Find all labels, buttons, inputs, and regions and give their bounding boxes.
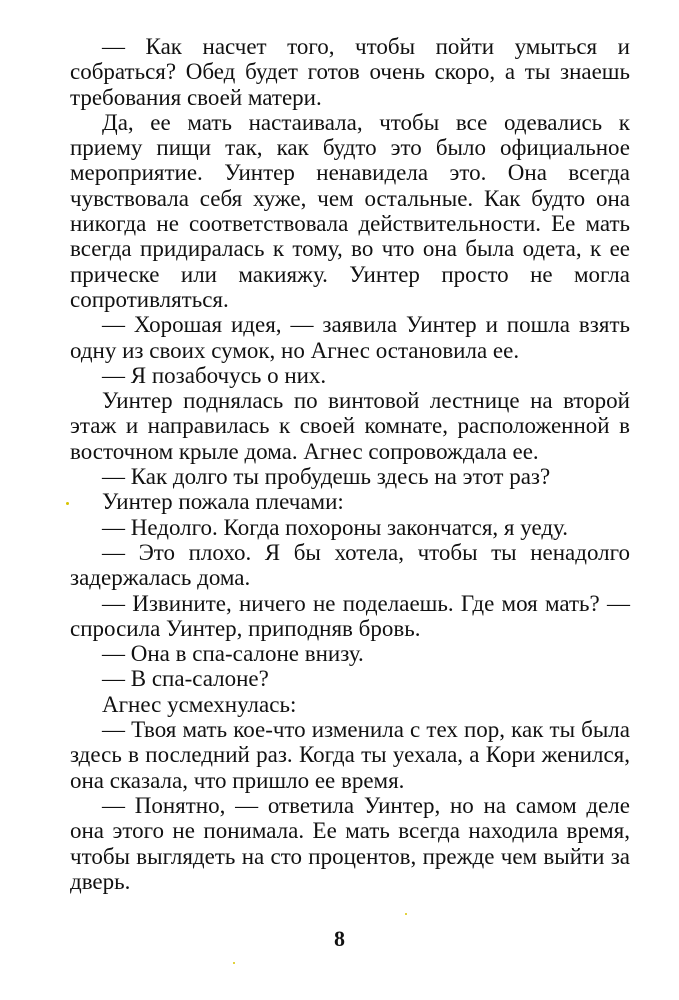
scan-speck [405, 913, 407, 915]
paragraph: — Как насчет того, чтобы пойти умыться и собраться? Обед будет готов очень скоро, а ты знаешь требования своей матери. [70, 34, 630, 110]
scan-speck [233, 962, 235, 964]
paragraph: — Она в спа-салоне внизу. [102, 641, 364, 667]
paragraph: — Хорошая идея, — заявила Уинтер и пошла взять одну из своих сумок, но Агнес остановила ее. [70, 312, 630, 363]
paragraph: — Недолго. Когда похороны закончатся, я уеду. [102, 514, 569, 540]
paragraph: Уинтер пожала плечами: [102, 489, 344, 515]
paragraph: — Это плохо. Я бы хотела, чтобы ты ненадолго задержалась дома. [70, 539, 630, 591]
paragraph: — Я позабочусь о них. [102, 362, 327, 388]
paragraph: — Извините, ничего не поделаешь. Где моя мать? — спросила Уинтер, приподняв бровь. [70, 590, 630, 641]
paragraph: — Понятно, — ответила Уинтер, но на самом деле она этого не понимала. Ее мать всегда находила время, чтобы выглядеть на сто процентов, прежде чем выйти за дверь. [70, 792, 630, 894]
page-body [70, 34, 630, 894]
paragraph: — Твоя мать кое-что изменила с тех пор, как ты была здесь в последний раз. Когда ты уехала, а Кори женился, она сказала, что пришло ее время. [70, 717, 630, 793]
paragraph: Да, ее мать настаивала, чтобы все одевались к приему пищи так, как будто это было официальное мероприятие. Уинтер ненавидела это. Она всегда чувствовала себя хуже, чем остальные. Как будто она никогда не соответствовала действительности. Ее мать всегда придиралась к тому, во что она была одета, к ее прическе или макияжу. Уинтер просто не могла сопротивляться. [70, 109, 630, 312]
paragraph: Агнес усмехнулась: [102, 691, 297, 717]
paragraph: — Как долго ты пробудешь здесь на этот раз? [102, 464, 551, 490]
scan-speck [66, 502, 69, 505]
page-number: 8 [334, 926, 345, 951]
paragraph: — В спа-салоне? [102, 666, 269, 692]
paragraph: Уинтер поднялась по винтовой лестнице на второй этаж и направилась к своей комнате, расположенной в восточном крыле дома. Агнес сопровождала ее. [70, 388, 630, 464]
